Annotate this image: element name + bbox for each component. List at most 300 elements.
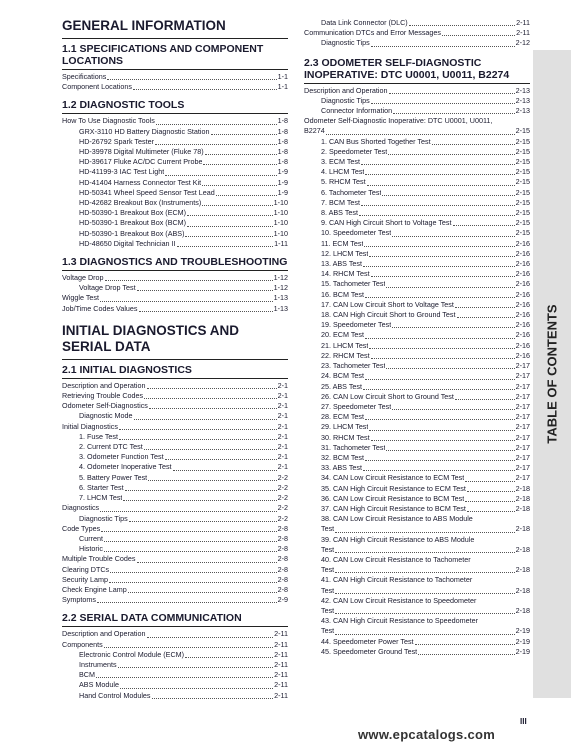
toc-entry[interactable] xyxy=(62,411,288,421)
dot-leader xyxy=(152,698,274,699)
toc-entry-label: Description and Operation xyxy=(304,85,388,95)
toc-entry[interactable] xyxy=(62,565,288,575)
dot-leader xyxy=(119,439,277,440)
toc-entry-label: BCM xyxy=(79,670,95,680)
dot-leader xyxy=(100,511,276,512)
dot-leader xyxy=(467,491,515,492)
dot-leader xyxy=(149,408,277,409)
toc-entry[interactable] xyxy=(62,116,288,126)
toc-entry[interactable] xyxy=(304,290,530,300)
toc-entry[interactable] xyxy=(62,493,288,503)
toc-entry-page: 2-1 xyxy=(277,431,288,441)
toc-entry[interactable] xyxy=(304,198,530,208)
toc-entry-label: Clearing DTCs xyxy=(62,564,110,574)
toc-entry[interactable] xyxy=(62,432,288,442)
dot-leader xyxy=(369,256,514,257)
toc-entry-label: Connector Information xyxy=(321,106,393,116)
dot-leader xyxy=(365,174,514,175)
toc-entry-page: 2-1 xyxy=(277,442,288,452)
toc-entry-label-continued: Test xyxy=(321,605,335,615)
toc-entry-label: Current xyxy=(79,533,103,543)
toc-entry-page: 2-8 xyxy=(277,564,288,574)
toc-entry[interactable] xyxy=(62,660,288,670)
toc-entry[interactable] xyxy=(62,422,288,432)
dot-leader xyxy=(361,205,515,206)
toc-entry[interactable] xyxy=(304,279,530,289)
toc-entry-page: 1-1 xyxy=(277,72,288,81)
toc-entry-page: 2-16 xyxy=(515,279,530,289)
dot-leader xyxy=(107,79,276,80)
toc-entry-page: 1-12 xyxy=(273,273,288,283)
toc-entry-label: 39. CAN High Circuit Resistance to ABS Module xyxy=(321,534,475,544)
section-2-1 xyxy=(62,364,288,605)
dot-leader xyxy=(415,644,515,645)
toc-entry-label: HD-50341 Wheel Speed Sensor Test Lead xyxy=(79,187,215,197)
toc-entry-label: 20. ECM Test xyxy=(321,330,365,340)
dot-leader xyxy=(155,144,277,145)
toc-entry[interactable] xyxy=(62,554,288,564)
toc-entry[interactable] xyxy=(62,670,288,680)
dot-leader xyxy=(211,134,277,135)
toc-entry-label: 36. CAN Low Circuit Resistance to BCM Test xyxy=(321,493,465,503)
toc-entry[interactable] xyxy=(304,422,530,432)
dot-leader xyxy=(465,481,514,482)
toc-entry-label: Multiple Trouble Codes xyxy=(62,554,136,564)
toc-entry-page: 1-8 xyxy=(277,116,288,126)
toc-entry-label: 30. RHCM Test xyxy=(321,432,370,442)
toc-entry[interactable] xyxy=(62,452,288,462)
dot-leader xyxy=(202,205,272,206)
toc-entry[interactable] xyxy=(62,167,288,177)
toc-list xyxy=(304,137,530,515)
toc-entry[interactable] xyxy=(304,361,530,371)
toc-list xyxy=(62,116,288,249)
dot-leader xyxy=(109,582,277,583)
toc-entry[interactable] xyxy=(304,177,530,187)
toc-entry[interactable] xyxy=(304,269,530,279)
dot-leader xyxy=(365,338,515,339)
toc-entry[interactable] xyxy=(62,544,288,554)
toc-entry-label: 22. RHCM Test xyxy=(321,350,370,360)
dot-leader xyxy=(104,541,277,542)
toc-list xyxy=(62,72,288,92)
toc-entry-label: HD-50390-1 Breakout Box (ECM) xyxy=(79,208,187,218)
dot-leader xyxy=(216,195,277,196)
toc-entry-label: Code Types xyxy=(62,523,101,533)
toc-entry[interactable] xyxy=(62,208,288,218)
toc-entry-label: 42. CAN Low Circuit Resistance to Speedometer xyxy=(321,595,477,605)
toc-entry-page: 2-15 xyxy=(515,218,530,228)
toc-entry-label: Instruments xyxy=(79,659,117,669)
toc-entry-page: 2-16 xyxy=(515,340,530,350)
dot-leader xyxy=(335,572,514,573)
dot-leader xyxy=(119,429,277,430)
toc-entry[interactable] xyxy=(304,494,530,504)
toc-entry-page: 2-2 xyxy=(277,482,288,492)
toc-entry-page: 2-1 xyxy=(277,462,288,472)
toc-entry-label: 35. CAN High Circuit Resistance to ECM Test xyxy=(321,483,466,493)
toc-entry[interactable] xyxy=(62,178,288,188)
dot-leader xyxy=(335,593,514,594)
toc-entry-page: 2-11 xyxy=(274,680,288,690)
toc-entry-label: 26. CAN Low Circuit Short to Ground Test xyxy=(321,391,454,401)
toc-entry-label-continued: Test xyxy=(321,544,335,554)
toc-entry-page: 2-18 xyxy=(515,585,530,595)
toc-entry[interactable] xyxy=(62,198,288,208)
toc-entry[interactable] xyxy=(304,259,530,269)
toc-entry-label: Component Locations xyxy=(62,82,132,92)
toc-entry-page: 1-11 xyxy=(274,238,288,248)
dot-leader xyxy=(371,276,515,277)
toc-entry[interactable] xyxy=(304,147,530,157)
section-1-3 xyxy=(62,256,288,314)
toc-entry[interactable] xyxy=(304,484,530,494)
toc-entry[interactable] xyxy=(62,391,288,401)
toc-entry[interactable] xyxy=(62,293,288,303)
toc-entry-label: 31. Tachometer Test xyxy=(321,442,386,452)
toc-entry[interactable] xyxy=(62,442,288,452)
toc-entry-label: 13. ABS Test xyxy=(321,259,363,269)
toc-entry[interactable] xyxy=(304,86,530,96)
toc-entry[interactable] xyxy=(62,239,288,249)
toc-entry-label-continued: Test xyxy=(321,585,335,595)
toc-entry[interactable] xyxy=(62,514,288,524)
dot-leader xyxy=(386,450,514,451)
toc-entry-label: Security Lamp xyxy=(62,574,108,584)
toc-entry[interactable] xyxy=(62,483,288,493)
dot-leader xyxy=(388,154,514,155)
toc-entry-page: 2-16 xyxy=(515,289,530,299)
toc-entry-label: 40. CAN Low Circuit Resistance to Tachometer xyxy=(321,554,471,564)
dot-leader xyxy=(97,602,277,603)
toc-entry-label: Voltage Drop xyxy=(62,273,104,283)
toc-entry[interactable] xyxy=(304,473,530,483)
toc-entry[interactable] xyxy=(304,96,530,106)
toc-entry-label: Check Engine Lamp xyxy=(62,584,127,594)
dot-leader xyxy=(365,297,515,298)
toc-entry[interactable] xyxy=(304,443,530,453)
dot-leader xyxy=(335,613,514,614)
section-2-2-continued xyxy=(304,18,530,49)
toc-entry-label: Symptoms xyxy=(62,595,96,605)
toc-entry[interactable] xyxy=(62,381,288,391)
toc-entry-label: 4. LHCM Test xyxy=(321,167,365,177)
toc-entry-page: 2-17 xyxy=(515,422,530,432)
toc-entry[interactable] xyxy=(62,147,288,157)
toc-entry-label: Initial Diagnostics xyxy=(62,421,118,431)
toc-entry[interactable] xyxy=(304,320,530,330)
toc-entry-page: 2-18 xyxy=(515,503,530,513)
dot-leader xyxy=(455,399,515,400)
toc-entry-page: 2-17 xyxy=(515,452,530,462)
dot-leader xyxy=(371,103,515,104)
toc-entry[interactable] xyxy=(304,239,530,249)
toc-entry[interactable] xyxy=(304,402,530,412)
toc-entry[interactable] xyxy=(304,330,530,340)
toc-entry[interactable] xyxy=(304,137,530,147)
toc-entry-page: 2-19 xyxy=(515,626,530,636)
dot-leader xyxy=(369,430,514,431)
dot-leader xyxy=(147,388,277,389)
toc-entry[interactable] xyxy=(304,116,530,136)
toc-entry[interactable] xyxy=(304,504,530,514)
dot-leader xyxy=(364,246,514,247)
toc-entry-label: Odometer Self-Diagnostics xyxy=(62,401,148,411)
toc-entry-page: 2-1 xyxy=(277,411,288,421)
toc-entry[interactable] xyxy=(304,575,530,595)
toc-entry[interactable] xyxy=(304,157,530,167)
toc-entry[interactable] xyxy=(304,208,530,218)
toc-list xyxy=(62,381,288,605)
toc-entry[interactable] xyxy=(304,351,530,361)
toc-entry-page: 2-8 xyxy=(277,544,288,554)
dot-leader xyxy=(105,280,273,281)
dot-leader xyxy=(125,490,277,491)
right-column xyxy=(304,18,530,664)
toc-entry[interactable] xyxy=(304,453,530,463)
toc-entry[interactable] xyxy=(304,310,530,320)
toc-entry[interactable] xyxy=(304,38,530,48)
toc-entry-label: 41. CAN High Circuit Resistance to Tachometer xyxy=(321,575,473,585)
toc-entry[interactable] xyxy=(62,137,288,147)
toc-entry-label: 7. BCM Test xyxy=(321,197,361,207)
toc-entry[interactable] xyxy=(62,575,288,585)
toc-entry-label: Wiggle Test xyxy=(62,293,100,303)
dot-leader xyxy=(202,185,276,186)
dot-leader xyxy=(203,164,276,165)
toc-entry[interactable] xyxy=(304,555,530,575)
dot-leader xyxy=(148,480,276,481)
toc-entry-page: 2-11 xyxy=(274,649,288,659)
toc-entry[interactable] xyxy=(62,127,288,137)
toc-entry[interactable] xyxy=(62,462,288,472)
toc-list xyxy=(62,273,288,314)
toc-entry-label: Description and Operation xyxy=(62,629,146,639)
toc-entry-page: 2-13 xyxy=(515,85,530,95)
toc-entry-label: HD-41404 Harness Connector Test Kit xyxy=(79,177,202,187)
toc-entry[interactable] xyxy=(62,503,288,513)
toc-entry-label: 18. CAN High Circuit Short to Ground Test xyxy=(321,310,456,320)
toc-entry[interactable] xyxy=(304,28,530,38)
watermark: www.epcatalogs.com xyxy=(358,727,496,742)
toc-entry[interactable] xyxy=(62,650,288,660)
toc-entry[interactable] xyxy=(304,637,530,647)
toc-entry[interactable] xyxy=(62,680,288,690)
toc-entry-label-continued: Test xyxy=(321,626,335,636)
toc-entry[interactable] xyxy=(62,229,288,239)
toc-entry-label: 11. ECM Test xyxy=(321,238,364,248)
toc-entry-page: 1-12 xyxy=(273,283,288,293)
dot-leader xyxy=(187,215,273,216)
toc-list xyxy=(304,86,530,117)
dot-leader xyxy=(187,226,273,227)
toc-entry-label: HD-26792 Spark Tester xyxy=(79,136,154,146)
toc-entry-page: 2-8 xyxy=(277,574,288,584)
toc-entry-page: 2-17 xyxy=(515,401,530,411)
dot-leader xyxy=(335,532,514,533)
toc-entry-page: 2-13 xyxy=(515,95,530,105)
toc-entry-page: 2-11 xyxy=(274,659,288,669)
toc-entry[interactable] xyxy=(304,463,530,473)
dot-leader xyxy=(165,459,277,460)
toc-entry[interactable] xyxy=(62,273,288,283)
toc-entry-label: Odometer Self-Diagnostic Inoperative: DTC U0001, U0011, xyxy=(304,116,493,126)
toc-list xyxy=(304,116,530,136)
toc-entry-page: 2-2 xyxy=(277,513,288,523)
toc-entry[interactable] xyxy=(304,228,530,238)
toc-entry-label: 2. Current DTC Test xyxy=(79,442,143,452)
section-2-2 xyxy=(62,612,288,700)
dot-leader xyxy=(467,511,515,512)
dot-leader xyxy=(453,225,515,226)
toc-entry-page: 2-15 xyxy=(515,136,530,146)
toc-entry-page: 2-15 xyxy=(515,208,530,218)
section-title: 1.3 DIAGNOSTICS AND TROUBLESHOOTING xyxy=(62,256,288,271)
toc-entry-page: 2-19 xyxy=(515,636,530,646)
toc-entry[interactable] xyxy=(304,106,530,116)
toc-entry-label: 4. Odometer Inoperative Test xyxy=(79,462,172,472)
toc-entry-page: 2-2 xyxy=(277,493,288,503)
dot-leader xyxy=(173,470,277,471)
toc-entry-label: HD-48650 Digital Technician II xyxy=(79,238,176,248)
dot-leader xyxy=(133,89,277,90)
toc-entry[interactable] xyxy=(62,157,288,167)
dot-leader xyxy=(147,637,274,638)
toc-entry-label: 28. ECM Test xyxy=(321,412,365,422)
toc-entry[interactable] xyxy=(62,304,288,314)
toc-entry-page: 2-1 xyxy=(277,452,288,462)
toc-entry-label: HD-50390-1 Breakout Box (BCM) xyxy=(79,218,187,228)
toc-entry[interactable] xyxy=(304,514,530,534)
toc-entry[interactable] xyxy=(304,218,530,228)
toc-entry[interactable] xyxy=(62,72,288,82)
toc-entry-page: 2-18 xyxy=(515,544,530,554)
toc-entry-label: 14. RHCM Test xyxy=(321,269,370,279)
toc-entry[interactable] xyxy=(62,691,288,701)
toc-entry-page: 2-18 xyxy=(515,524,530,534)
dot-leader xyxy=(392,409,514,410)
toc-entry[interactable] xyxy=(62,283,288,293)
toc-entry-label: 12. LHCM Test xyxy=(321,248,369,258)
toc-entry[interactable] xyxy=(62,585,288,595)
toc-entry[interactable] xyxy=(62,473,288,483)
toc-entry[interactable] xyxy=(304,616,530,636)
toc-entry-page: 2-8 xyxy=(277,554,288,564)
toc-entry-page: 2-12 xyxy=(515,38,530,48)
toc-entry-label: 34. CAN Low Circuit Resistance to ECM Test xyxy=(321,473,465,483)
toc-entry[interactable] xyxy=(304,647,530,657)
toc-entry[interactable] xyxy=(304,596,530,616)
left-column xyxy=(62,16,288,708)
toc-entry-label: 37. CAN High Circuit Resistance to BCM Test xyxy=(321,503,466,513)
toc-list xyxy=(304,637,530,657)
dot-leader xyxy=(205,154,277,155)
toc-entry[interactable] xyxy=(304,341,530,351)
toc-entry-label: 1. CAN Bus Shorted Together Test xyxy=(321,136,431,146)
toc-entry-label: Description and Operation xyxy=(62,380,146,390)
toc-entry-label: 29. LHCM Test xyxy=(321,422,369,432)
toc-entry[interactable] xyxy=(304,535,530,555)
toc-entry-label: 9. CAN High Circuit Short to Voltage Test xyxy=(321,218,452,228)
toc-entry-label: 16. BCM Test xyxy=(321,289,365,299)
toc-entry-label: 6. Starter Test xyxy=(79,482,124,492)
toc-entry-page: 1-10 xyxy=(273,218,288,228)
toc-entry-page: 2-15 xyxy=(515,177,530,187)
toc-entry-label: 23. Tachometer Test xyxy=(321,361,386,371)
toc-entry-label: Diagnostic Tips xyxy=(321,38,370,48)
toc-entry[interactable] xyxy=(304,371,530,381)
dot-leader xyxy=(418,654,514,655)
toc-entry-page: 2-1 xyxy=(277,401,288,411)
dot-leader xyxy=(363,470,515,471)
dot-leader xyxy=(156,124,277,125)
dot-leader xyxy=(382,195,514,196)
toc-entry-page: 2-17 xyxy=(515,463,530,473)
toc-entry[interactable] xyxy=(304,382,530,392)
dot-leader xyxy=(393,113,514,114)
toc-entry-page: 2-8 xyxy=(277,533,288,543)
toc-entry[interactable] xyxy=(62,188,288,198)
dot-leader xyxy=(144,398,277,399)
toc-entry[interactable] xyxy=(304,249,530,259)
toc-entry-page: 2-2 xyxy=(277,503,288,513)
toc-entry[interactable] xyxy=(304,433,530,443)
dot-leader xyxy=(137,290,273,291)
dot-leader xyxy=(101,531,276,532)
toc-entry-page: 2-16 xyxy=(515,248,530,258)
dot-leader xyxy=(365,460,515,461)
toc-entry[interactable] xyxy=(62,401,288,411)
toc-entry-label: 33. ABS Test xyxy=(321,463,363,473)
toc-entry[interactable] xyxy=(62,524,288,534)
toc-entry[interactable] xyxy=(304,300,530,310)
toc-entry-label: HD-42682 Breakout Box (Instruments) xyxy=(79,198,202,208)
toc-entry[interactable] xyxy=(304,188,530,198)
toc-entry-page: 1-8 xyxy=(277,157,288,167)
dot-leader xyxy=(134,419,277,420)
toc-entry[interactable] xyxy=(304,392,530,402)
heading-initial-diagnostics: INITIAL DIAGNOSTICS AND SERIAL DATA xyxy=(62,321,288,360)
toc-entry[interactable] xyxy=(62,640,288,650)
toc-entry[interactable] xyxy=(304,167,530,177)
section-title: 2.3 ODOMETER SELF-DIAGNOSTIC INOPERATIVE: DTC U0001, U0011, B2274 xyxy=(304,57,530,84)
toc-entry-label: HD-39617 Fluke AC/DC Current Probe xyxy=(79,157,203,167)
toc-entry-page: 2-16 xyxy=(515,350,530,360)
toc-entry[interactable] xyxy=(62,629,288,639)
toc-entry[interactable] xyxy=(304,412,530,422)
toc-entry-label: Diagnostics xyxy=(62,503,100,513)
toc-entry-page: 2-15 xyxy=(515,157,530,167)
dot-leader xyxy=(457,317,515,318)
toc-entry[interactable] xyxy=(304,18,530,28)
toc-entry-label-continued: B2274 xyxy=(304,126,325,136)
toc-entry-page: 2-15 xyxy=(515,187,530,197)
toc-entry[interactable] xyxy=(62,595,288,605)
toc-entry-page: 2-11 xyxy=(274,629,288,639)
toc-entry-page: 2-11 xyxy=(516,18,530,27)
toc-entry-label: Hand Control Modules xyxy=(79,690,151,700)
toc-entry[interactable] xyxy=(62,82,288,92)
toc-entry-label: 8. ABS Test xyxy=(321,208,359,218)
toc-entry-label: 3. Odometer Function Test xyxy=(79,452,164,462)
toc-entry[interactable] xyxy=(62,534,288,544)
tab-label: TABLE OF CONTENTS xyxy=(544,304,560,444)
toc-entry-page: 2-17 xyxy=(515,412,530,422)
toc-entry-page: 2-11 xyxy=(274,670,288,680)
toc-entry[interactable] xyxy=(62,218,288,228)
toc-entry-page: 2-2 xyxy=(277,472,288,482)
dot-leader xyxy=(326,134,515,135)
